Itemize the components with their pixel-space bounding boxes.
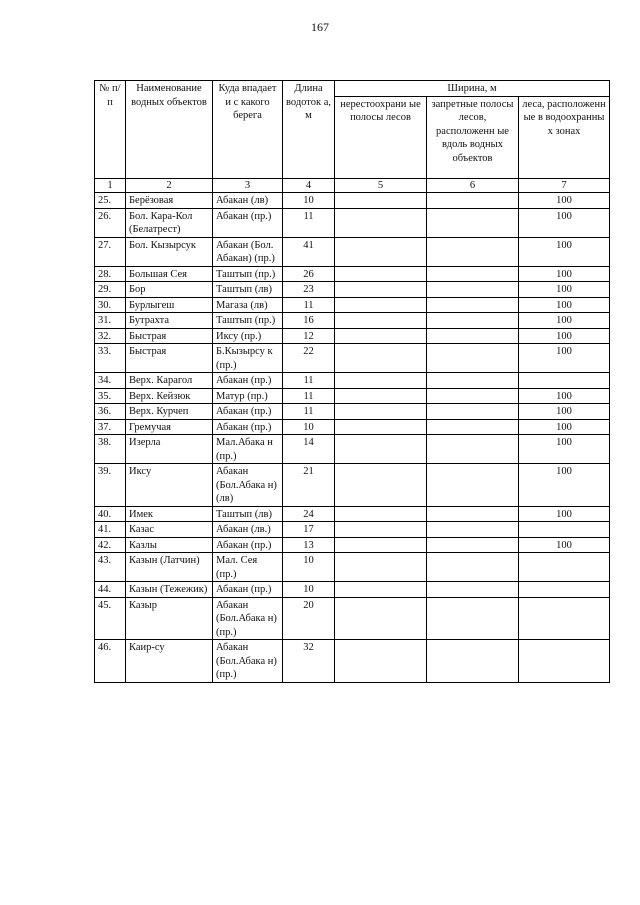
water-body-name: Бор [126, 282, 213, 298]
spawning-forest-width [335, 435, 427, 464]
row-number: 31. [95, 313, 126, 329]
column-number: 4 [283, 178, 335, 193]
page-number: 167 [311, 20, 329, 34]
table-row [95, 419, 610, 435]
water-protection-width: 100 [519, 237, 610, 266]
stream-length: 23 [283, 282, 335, 298]
spawning-forest-width [335, 208, 427, 237]
flows-into: Б.Кызырсу к (пр.) [213, 344, 283, 373]
spawning-forest-width [335, 464, 427, 507]
water-body-name: Бол. Кара-Кол (Белатрест) [126, 208, 213, 237]
water-protection-width: 100 [519, 388, 610, 404]
flows-into: Мал. Сея (пр.) [213, 553, 283, 582]
row-number: 33. [95, 344, 126, 373]
water-body-name: Верх. Курчеп [126, 404, 213, 420]
water-protection-width: 100 [519, 435, 610, 464]
flows-into: Абакан (пр.) [213, 537, 283, 553]
header-length: Длина водоток а, м [283, 81, 335, 179]
forbidden-strip-width [427, 373, 519, 389]
water-protection-width: 100 [519, 193, 610, 209]
water-body-name: Берёзовая [126, 193, 213, 209]
spawning-forest-width [335, 404, 427, 420]
forbidden-strip-width [427, 237, 519, 266]
header-forbidden-strips: запретные полосы лесов, расположенн ые вдоль водных объектов [427, 96, 519, 178]
water-body-name: Бурлыгеш [126, 297, 213, 313]
forbidden-strip-width [427, 297, 519, 313]
column-number: 1 [95, 178, 126, 193]
row-number: 32. [95, 328, 126, 344]
forbidden-strip-width [427, 388, 519, 404]
spawning-forest-width [335, 419, 427, 435]
water-body-name: Бол. Кызырсук [126, 237, 213, 266]
stream-length: 26 [283, 266, 335, 282]
table-row [95, 404, 610, 420]
water-protection-width [519, 553, 610, 582]
table-body [95, 193, 610, 683]
water-body-name: Быстрая [126, 328, 213, 344]
water-bodies-table [94, 80, 610, 683]
spawning-forest-width [335, 553, 427, 582]
forbidden-strip-width [427, 419, 519, 435]
flows-into: Абакан (Бол.Абака н) (пр.) [213, 597, 283, 640]
stream-length: 41 [283, 237, 335, 266]
flows-into: Таштып (пр.) [213, 313, 283, 329]
table-row [95, 553, 610, 582]
stream-length: 32 [283, 640, 335, 683]
table-row [95, 506, 610, 522]
water-protection-width: 100 [519, 506, 610, 522]
forbidden-strip-width [427, 266, 519, 282]
row-number: 46. [95, 640, 126, 683]
stream-length: 16 [283, 313, 335, 329]
stream-length: 14 [283, 435, 335, 464]
header-spawning-forests: нерестоохрани ые полосы лесов [335, 96, 427, 178]
forbidden-strip-width [427, 522, 519, 538]
flows-into: Таштып (пр.) [213, 266, 283, 282]
water-body-name: Бутрахта [126, 313, 213, 329]
spawning-forest-width [335, 313, 427, 329]
water-body-name: Верх. Кейзюк [126, 388, 213, 404]
table-row [95, 537, 610, 553]
stream-length: 10 [283, 553, 335, 582]
spawning-forest-width [335, 388, 427, 404]
stream-length: 17 [283, 522, 335, 538]
header-number: № п/п [95, 81, 126, 179]
spawning-forest-width [335, 237, 427, 266]
water-protection-width: 100 [519, 328, 610, 344]
spawning-forest-width [335, 506, 427, 522]
water-body-name: Быстрая [126, 344, 213, 373]
water-protection-width: 100 [519, 464, 610, 507]
table-row [95, 328, 610, 344]
header-name: Наименование водных объектов [126, 81, 213, 179]
water-protection-width [519, 373, 610, 389]
row-number: 44. [95, 582, 126, 598]
water-body-name: Верх. Карагол [126, 373, 213, 389]
flows-into: Таштып (лв) [213, 506, 283, 522]
row-number: 34. [95, 373, 126, 389]
stream-length: 11 [283, 404, 335, 420]
table-row [95, 237, 610, 266]
forbidden-strip-width [427, 640, 519, 683]
table-row [95, 373, 610, 389]
forbidden-strip-width [427, 435, 519, 464]
row-number: 38. [95, 435, 126, 464]
table-row [95, 582, 610, 598]
row-number: 37. [95, 419, 126, 435]
header-where: Куда впадает и с какого берега [213, 81, 283, 179]
stream-length: 10 [283, 419, 335, 435]
table-row [95, 282, 610, 298]
flows-into: Абакан (Бол.Абака н) (лв) [213, 464, 283, 507]
water-protection-width: 100 [519, 344, 610, 373]
table-row [95, 640, 610, 683]
spawning-forest-width [335, 344, 427, 373]
spawning-forest-width [335, 297, 427, 313]
column-number: 7 [519, 178, 610, 193]
forbidden-strip-width [427, 344, 519, 373]
table-row [95, 313, 610, 329]
row-number: 26. [95, 208, 126, 237]
forbidden-strip-width [427, 464, 519, 507]
table-row [95, 193, 610, 209]
row-number: 45. [95, 597, 126, 640]
header-row-1 [95, 81, 610, 97]
row-number: 36. [95, 404, 126, 420]
water-body-name: Гремучая [126, 419, 213, 435]
water-protection-width: 100 [519, 297, 610, 313]
water-protection-width [519, 640, 610, 683]
spawning-forest-width [335, 522, 427, 538]
stream-length: 11 [283, 208, 335, 237]
row-number: 28. [95, 266, 126, 282]
spawning-forest-width [335, 597, 427, 640]
water-protection-width: 100 [519, 282, 610, 298]
stream-length: 10 [283, 193, 335, 209]
stream-length: 11 [283, 388, 335, 404]
header-water-protection-forests: леса, расположенн ые в водоохранны х зонах [519, 96, 610, 178]
forbidden-strip-width [427, 208, 519, 237]
table-row [95, 388, 610, 404]
forbidden-strip-width [427, 328, 519, 344]
table-row [95, 597, 610, 640]
flows-into: Абакан (Бол.Абака н) (пр.) [213, 640, 283, 683]
row-number: 39. [95, 464, 126, 507]
flows-into: Абакан (лв.) [213, 522, 283, 538]
stream-length: 13 [283, 537, 335, 553]
water-protection-width [519, 597, 610, 640]
stream-length: 22 [283, 344, 335, 373]
water-protection-width: 100 [519, 419, 610, 435]
column-number: 5 [335, 178, 427, 193]
water-body-name: Изерла [126, 435, 213, 464]
row-number: 41. [95, 522, 126, 538]
water-body-name: Казын (Тежежик) [126, 582, 213, 598]
table-row [95, 522, 610, 538]
row-number: 40. [95, 506, 126, 522]
row-number: 35. [95, 388, 126, 404]
flows-into: Абакан (пр.) [213, 373, 283, 389]
forbidden-strip-width [427, 553, 519, 582]
header-width: Ширина, м [335, 81, 610, 97]
spawning-forest-width [335, 328, 427, 344]
water-protection-width [519, 582, 610, 598]
column-number: 2 [126, 178, 213, 193]
water-body-name: Казлы [126, 537, 213, 553]
water-protection-width: 100 [519, 208, 610, 237]
water-body-name: Казас [126, 522, 213, 538]
spawning-forest-width [335, 373, 427, 389]
forbidden-strip-width [427, 506, 519, 522]
water-protection-width: 100 [519, 537, 610, 553]
forbidden-strip-width [427, 282, 519, 298]
flows-into: Матур (пр.) [213, 388, 283, 404]
table-row [95, 435, 610, 464]
water-protection-width: 100 [519, 404, 610, 420]
water-body-name: Казын (Латчин) [126, 553, 213, 582]
stream-length: 11 [283, 373, 335, 389]
column-number: 3 [213, 178, 283, 193]
table-row [95, 344, 610, 373]
row-number: 30. [95, 297, 126, 313]
forbidden-strip-width [427, 582, 519, 598]
flows-into: Мал.Абака н (пр.) [213, 435, 283, 464]
water-body-name: Казыр [126, 597, 213, 640]
flows-into: Таштып (лв) [213, 282, 283, 298]
water-body-name: Каир-су [126, 640, 213, 683]
forbidden-strip-width [427, 193, 519, 209]
flows-into: Абакан (лв) [213, 193, 283, 209]
forbidden-strip-width [427, 597, 519, 640]
water-body-name: Иксу [126, 464, 213, 507]
water-protection-width [519, 522, 610, 538]
flows-into: Абакан (Бол. Абакан) (пр.) [213, 237, 283, 266]
column-number: 6 [427, 178, 519, 193]
water-protection-width: 100 [519, 313, 610, 329]
stream-length: 24 [283, 506, 335, 522]
flows-into: Абакан (пр.) [213, 582, 283, 598]
stream-length: 11 [283, 297, 335, 313]
stream-length: 10 [283, 582, 335, 598]
spawning-forest-width [335, 537, 427, 553]
table-row [95, 464, 610, 507]
forbidden-strip-width [427, 313, 519, 329]
water-body-name: Имек [126, 506, 213, 522]
spawning-forest-width [335, 266, 427, 282]
row-number: 42. [95, 537, 126, 553]
forbidden-strip-width [427, 404, 519, 420]
flows-into: Магаза (лв) [213, 297, 283, 313]
flows-into: Абакан (пр.) [213, 208, 283, 237]
water-body-name: Большая Сея [126, 266, 213, 282]
row-number: 43. [95, 553, 126, 582]
column-numbers-row [95, 178, 610, 193]
row-number: 25. [95, 193, 126, 209]
spawning-forest-width [335, 282, 427, 298]
forbidden-strip-width [427, 537, 519, 553]
spawning-forest-width [335, 582, 427, 598]
row-number: 29. [95, 282, 126, 298]
row-number: 27. [95, 237, 126, 266]
stream-length: 20 [283, 597, 335, 640]
flows-into: Абакан (пр.) [213, 404, 283, 420]
table-row [95, 208, 610, 237]
flows-into: Иксу (пр.) [213, 328, 283, 344]
spawning-forest-width [335, 193, 427, 209]
table-row [95, 297, 610, 313]
flows-into: Абакан (пр.) [213, 419, 283, 435]
table-row [95, 266, 610, 282]
water-protection-width: 100 [519, 266, 610, 282]
stream-length: 21 [283, 464, 335, 507]
stream-length: 12 [283, 328, 335, 344]
spawning-forest-width [335, 640, 427, 683]
